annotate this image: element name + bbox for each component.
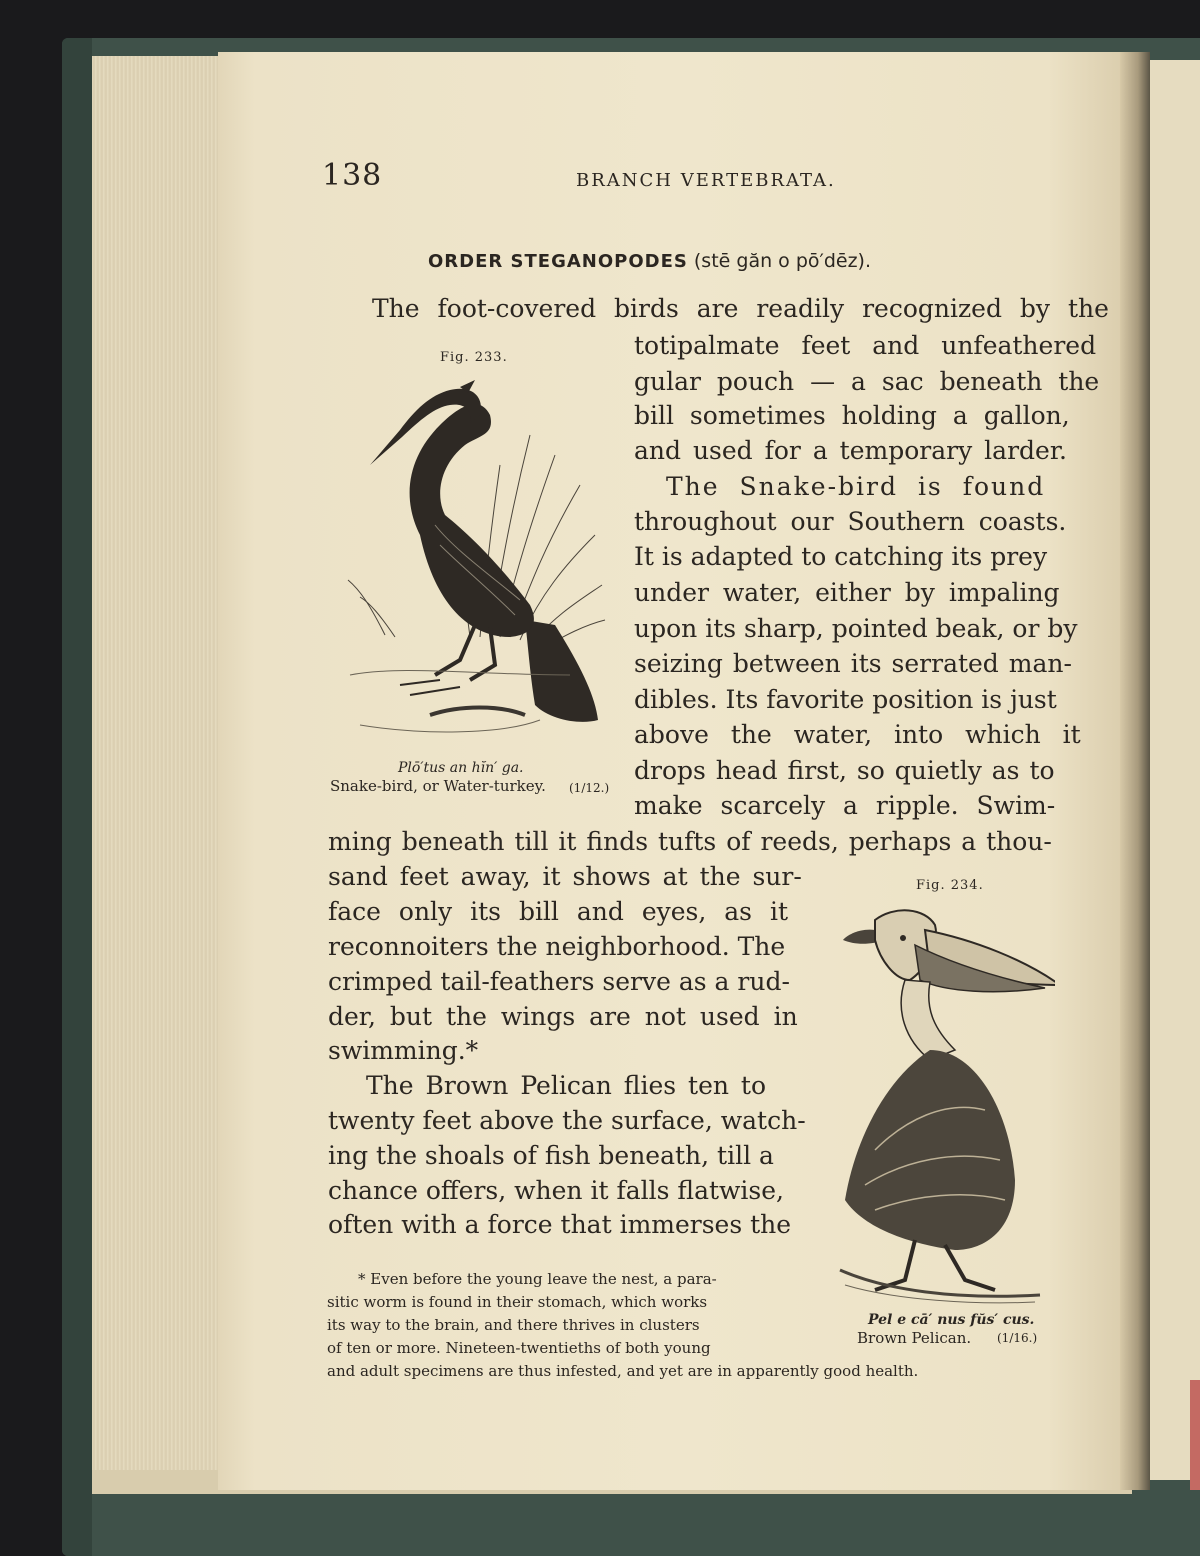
text-line: gular pouch — a sac beneath the [634,367,1100,396]
pelican-illustration [835,900,1055,1310]
page-number: 138 [322,158,383,193]
text-line: bill sometimes holding a gallon, [634,401,1070,430]
text-line: and used for a temporary larder. [634,436,1067,465]
text-line: face only its bill and eyes, as it [328,897,788,926]
text-line: The Snake-bird is found [666,472,1046,501]
text-line: seizing between its serrated man- [634,649,1072,678]
footnote-line: of ten or more. Nineteen-twentieths of both young [327,1339,711,1357]
text-line: dibles. Its favorite position is just [634,685,1057,714]
figure-234-label: Fig. 234. [916,878,984,893]
text-line: The Brown Pelican flies ten to [366,1071,767,1100]
figure-233-scale: (1/12.) [569,781,610,795]
running-head: BRANCH VERTEBRATA. [576,170,836,191]
text-line: throughout our Southern coasts. [634,507,1067,536]
text-line: totipalmate feet and unfeathered [634,331,1097,360]
text-line: above the water, into which it [634,720,1081,749]
text-line: sand feet away, it shows at the sur- [328,862,802,891]
order-heading [428,250,871,272]
text-line: often with a force that immerses the [328,1210,792,1239]
text-line: ing the shoals of fish beneath, till a [328,1141,774,1170]
text-line: under water, either by impaling [634,578,1060,607]
page-stack [92,56,223,1490]
text-line: reconnoiters the neighborhood. The [328,932,786,961]
text-line: der, but the wings are not used in [328,1002,798,1031]
figure-233-latin-name: Plō′tus an hĭn′ ga. [398,760,524,776]
text-line: It is adapted to catching its prey [634,542,1048,571]
facing-page-red-edge [1190,1380,1200,1490]
footnote-line: sitic worm is found in their stomach, which works [327,1293,708,1311]
text-line: swimming.* [328,1036,479,1065]
figure-234-latin-name: Pel e cā′ nus fŭs′ cus. [868,1312,1035,1328]
text-line: chance offers, when it falls flatwise, [328,1176,784,1205]
text-line: ming beneath till it finds tufts of reeds, perhaps a thou- [328,827,1052,856]
text-line: crimped tail-feathers serve as a rud- [328,967,790,996]
text-line: upon its sharp, pointed beak, or by [634,614,1078,643]
order-pronunciation: (stē găn o pō′dēz). [693,250,872,272]
figure-233-caption: Snake-bird, or Water-turkey. [330,777,546,795]
footnote-line: and adult specimens are thus infested, and yet are in apparently good health. [327,1362,919,1380]
text-line: twenty feet above the surface, watch- [328,1106,806,1135]
figure-233-label: Fig. 233. [440,350,508,365]
footnote-line: * Even before the young leave the nest, a para- [358,1270,717,1288]
figure-234-caption: Brown Pelican. [857,1329,972,1347]
footnote-line: its way to the brain, and there thrives in clusters [327,1316,700,1334]
text-line: make scarcely a ripple. Swim- [634,791,1056,820]
page-gutter-shadow [1120,52,1150,1490]
cover-spine-edge [62,38,92,1556]
figure-234-scale: (1/16.) [997,1331,1038,1345]
order-name: ORDER STEGANOPODES [428,251,688,272]
snake-bird-illustration [340,375,610,750]
text-line: drops head first, so quietly as to [634,756,1055,785]
text-line: The foot-covered birds are readily recognized by the [372,294,1109,323]
